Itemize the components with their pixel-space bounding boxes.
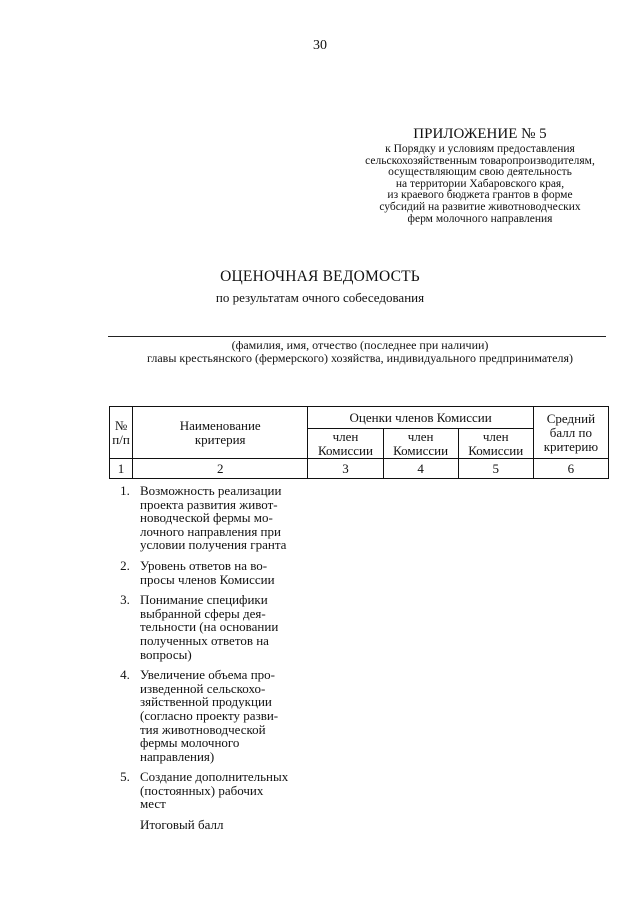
appendix-description [340, 144, 620, 225]
appendix-line: к Порядку и условиям предоставления [385, 143, 575, 155]
appendix-line: субсидий на развитие животноводческих [379, 200, 581, 213]
criterion-number: 2. [120, 557, 130, 573]
appendix-line: осуществляющим свою деятельность [388, 166, 572, 179]
header-member-1: член Комиссии [308, 429, 383, 459]
page-number: 30 [313, 38, 327, 53]
appendix-block [340, 126, 620, 225]
evaluation-table [109, 406, 609, 479]
name-fill-line [108, 336, 606, 337]
name-caption-line: (фамилия, имя, отчество (последнее при наличии) [231, 338, 489, 352]
criterion-item [110, 668, 310, 763]
document-title: ОЦЕНОЧНАЯ ВЕДОМОСТЬ [220, 268, 420, 285]
criterion-item [110, 559, 310, 586]
appendix-line: сельскохозяйственным товаропроизводителям, [365, 154, 595, 167]
column-number-cell: 4 [383, 459, 458, 479]
column-number-cell: 1 [110, 459, 133, 479]
column-number-cell: 6 [533, 459, 608, 479]
total-score-label: Итоговый балл [140, 817, 224, 833]
criterion-text: Уровень ответов на во- просы членов Комиссии [140, 557, 275, 587]
header-average-score: Средний балл по критерию [533, 407, 608, 459]
appendix-title: ПРИЛОЖЕНИЕ № 5 [413, 126, 547, 142]
criterion-text: Понимание специфики выбранной сферы дея- тельности (на основании полученных ответов на вопросы) [140, 592, 279, 662]
appendix-line: из краевого бюджета грантов в форме [387, 189, 573, 202]
appendix-line: ферм молочного направления [407, 212, 553, 225]
header-member-3: член Комиссии [458, 429, 533, 459]
criterion-number: 3. [120, 592, 130, 608]
criterion-text: Увеличение объема про- изведенной сельскохо- зяйственной продукции (согласно проекту разви- тия животноводческой фермы молочного направления) [140, 667, 279, 764]
appendix-line: на территории Хабаровского края, [395, 177, 565, 190]
name-caption-line: главы крестьянского (фермерского) хозяйства, индивидуального предпринимателя) [147, 351, 573, 365]
criterion-number: 4. [120, 667, 130, 683]
header-member-2: член Комиссии [383, 429, 458, 459]
criteria-list [110, 484, 310, 832]
criterion-text: Создание дополнительных (постоянных) рабочих мест [140, 769, 289, 812]
criterion-number: 1. [120, 483, 130, 498]
header-commission-scores: Оценки членов Комиссии [308, 407, 533, 429]
criterion-item [110, 593, 310, 661]
name-caption [80, 339, 640, 365]
criterion-text: Возможность реализации проекта развития живот- новодческой фермы мо- лочного направления при условии получения гранта [140, 483, 287, 553]
criterion-item [110, 484, 310, 552]
column-number-cell: 2 [133, 459, 308, 479]
document-subtitle: по результатам очного собеседования [215, 290, 425, 305]
column-number-cell: 3 [308, 459, 383, 479]
column-number-cell: 5 [458, 459, 533, 479]
header-criterion-name: Наименование критерия [133, 407, 308, 459]
criterion-number: 5. [120, 769, 130, 785]
criterion-item [110, 770, 310, 811]
header-number: № п/п [110, 407, 133, 459]
